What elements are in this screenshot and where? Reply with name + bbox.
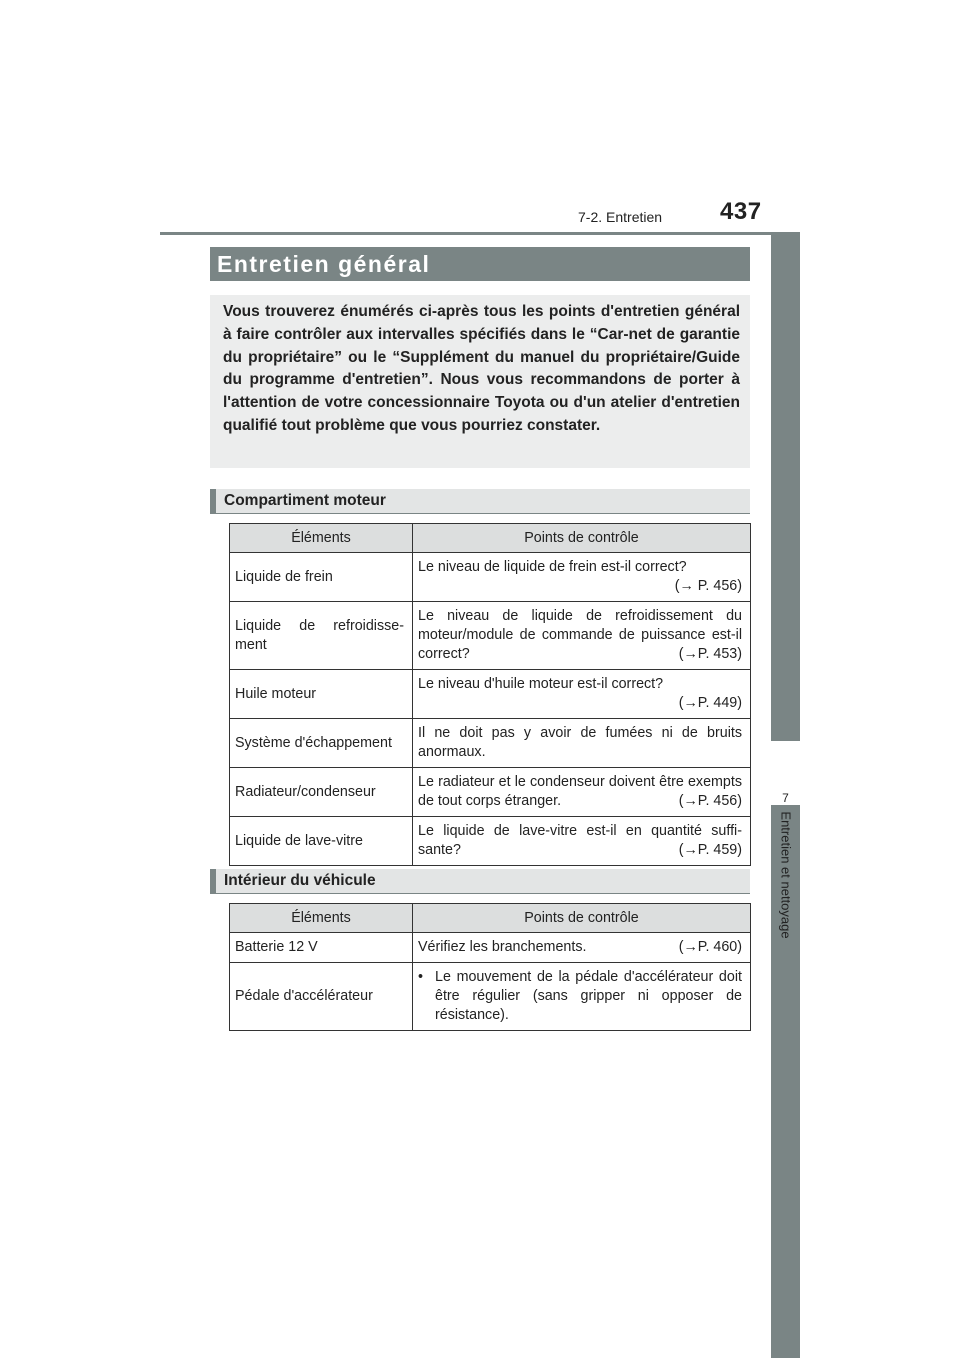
page-reference: (→P. 460) <box>678 939 742 955</box>
bullet-dot: • <box>418 969 424 985</box>
bullet-point <box>418 968 742 1025</box>
page-title-bar <box>210 247 750 281</box>
section-heading-text: Intérieur du véhicule <box>224 872 376 889</box>
checkpoint-cell <box>413 602 751 670</box>
checkpoint-cell <box>413 817 751 866</box>
page-reference: (→ P. 456) <box>674 578 742 594</box>
page-reference: (→P. 453) <box>678 646 742 662</box>
checkpoint-text: Le radiateur et le condenseur doivent être exempts de tout corps étranger. <box>418 774 742 809</box>
page-number: 437 <box>720 198 762 225</box>
column-header-items: Éléments <box>230 524 413 553</box>
table-header-row <box>230 904 751 933</box>
table-row <box>230 553 751 602</box>
table-row <box>230 817 751 866</box>
engine-compartment-table <box>229 523 751 866</box>
section-heading-text: Compartiment moteur <box>224 492 386 509</box>
item-cell: Batterie 12 V <box>230 933 413 963</box>
item-cell: Pédale d'accélérateur <box>230 963 413 1031</box>
page-reference: (→P. 459) <box>678 842 742 858</box>
page-reference: (→P. 449) <box>678 695 742 711</box>
intro-text: Vous trouverez énumérés ci-après tous les points d'entretien général à faire contrôler aux intervalles spécifiés dans le “Car-net de garantie du propriétaire” ou le “Supplément du manuel du propriétaire/Guide du programme d'entretien”. Nous vous recommandons de porter à l'attention de votre concessionnaire Toyota ou d'un atelier d'entretien qualifié tout problème que vous pourriez constater. <box>223 303 740 434</box>
checkpoint-text: Le niveau de liquide de frein est-il correct? <box>418 559 687 575</box>
chapter-number: 7 <box>782 791 789 805</box>
item-cell: Radiateur/condenseur <box>230 768 413 817</box>
table-header-row <box>230 524 751 553</box>
item-cell: Liquide de refroidisse-ment <box>230 602 413 670</box>
header-rule <box>160 232 800 235</box>
page-reference: (→P. 456) <box>678 793 742 809</box>
table-row <box>230 933 751 963</box>
checkpoint-cell <box>413 670 751 719</box>
table-row <box>230 719 751 768</box>
checkpoint-text: Vérifiez les branchements. <box>418 939 587 955</box>
column-header-checkpoints: Points de contrôle <box>413 904 751 933</box>
checkpoint-text: Le niveau de liquide de refroidissement du moteur/module de commande de puissance est-il correct? <box>418 608 742 662</box>
intro-box <box>210 295 750 468</box>
table-row <box>230 670 751 719</box>
checkpoint-cell <box>413 933 751 963</box>
column-header-checkpoints: Points de contrôle <box>413 524 751 553</box>
checkpoint-cell <box>413 768 751 817</box>
checkpoint-text: Le mouvement de la pédale d'accélérateur doit être régulier (sans gripper ni opposer de résistance). <box>435 969 742 1023</box>
checkpoint-text: Il ne doit pas y avoir de fumées ni de bruits anormaux. <box>418 725 742 760</box>
running-header-section: 7-2. Entretien <box>578 209 663 225</box>
item-cell: Liquide de lave-vitre <box>230 817 413 866</box>
chapter-label: Entretien et nettoyage <box>778 811 794 939</box>
checkpoint-cell <box>413 553 751 602</box>
checkpoint-text: Le niveau d'huile moteur est-il correct? <box>418 676 664 692</box>
checkpoint-cell <box>413 719 751 768</box>
checkpoint-cell <box>413 963 751 1031</box>
column-header-items: Éléments <box>230 904 413 933</box>
vehicle-interior-table <box>229 903 751 1031</box>
section-heading-vehicle-interior <box>210 869 750 894</box>
table-row <box>230 602 751 670</box>
table-row <box>230 768 751 817</box>
checkpoint-text: Le liquide de lave-vitre est-il en quantité suffi-sante? <box>418 823 742 858</box>
section-heading-engine-compartment <box>210 489 750 514</box>
item-cell: Système d'échappement <box>230 719 413 768</box>
item-cell: Liquide de frein <box>230 553 413 602</box>
item-cell: Huile moteur <box>230 670 413 719</box>
page-title: Entretien général <box>217 251 431 277</box>
table-row <box>230 963 751 1031</box>
